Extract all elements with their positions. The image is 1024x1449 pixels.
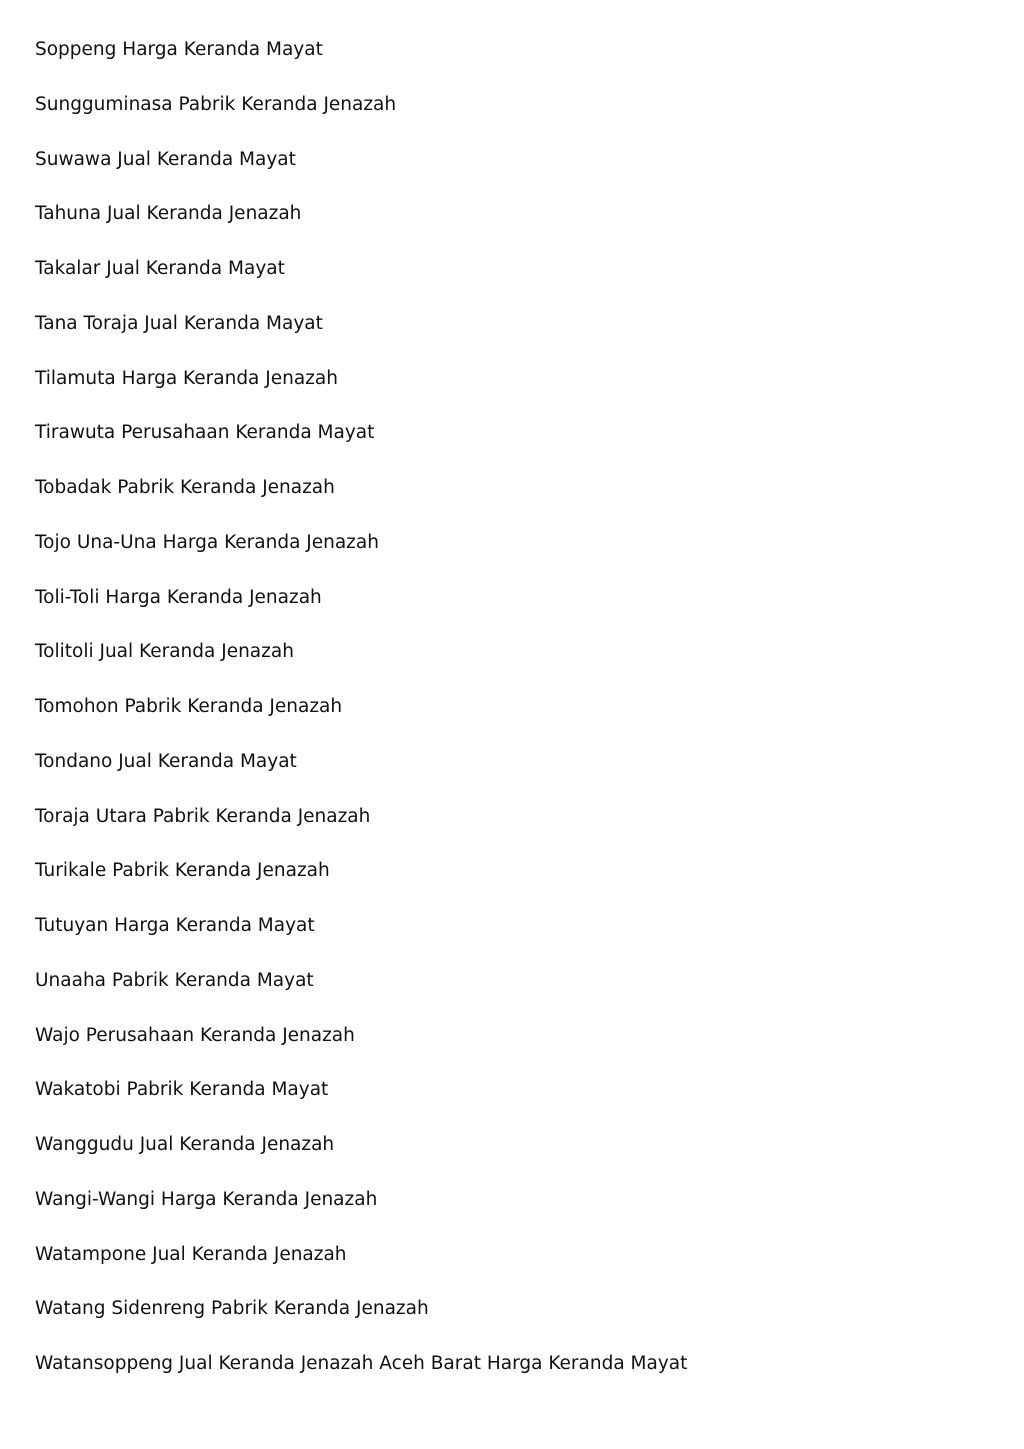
text-line: Tondano Jual Keranda Mayat: [35, 750, 297, 772]
text-line: Tolitoli Jual Keranda Jenazah: [35, 641, 294, 663]
text-line: Tirawuta Perusahaan Keranda Mayat: [35, 422, 375, 444]
text-line: Soppeng Harga Keranda Mayat: [35, 39, 323, 60]
text-line: Tutuyan Harga Keranda Mayat: [35, 915, 315, 936]
text-line: Tilamuta Harga Keranda Jenazah: [35, 367, 338, 389]
text-line: Wakatobi Pabrik Keranda Mayat: [35, 1079, 329, 1101]
text-line: Turikale Pabrik Keranda Jenazah: [35, 860, 330, 882]
text-line: Watampone Jual Keranda Jenazah: [35, 1243, 347, 1265]
text-line: Tahuna Jual Keranda Jenazah: [35, 203, 302, 225]
text-line: Tojo Una-Una Harga Keranda Jenazah: [35, 531, 379, 553]
text-line: Takalar Jual Keranda Mayat: [35, 258, 285, 279]
text-line: Wangi-Wangi Harga Keranda Jenazah: [35, 1188, 378, 1210]
text-line: Tomohon Pabrik Keranda Jenazah: [35, 696, 343, 717]
text-line-list: [35, 36, 995, 1405]
text-line: Watang Sidenreng Pabrik Keranda Jenazah: [35, 1298, 429, 1320]
text-line: Suwawa Jual Keranda Mayat: [35, 148, 296, 170]
text-line: Tobadak Pabrik Keranda Jenazah: [35, 477, 335, 498]
text-line: Unaaha Pabrik Keranda Mayat: [35, 969, 314, 991]
text-line: Watansoppeng Jual Keranda Jenazah Aceh Barat Harga Keranda Mayat: [35, 1353, 688, 1374]
text-line: Toraja Utara Pabrik Keranda Jenazah: [35, 805, 371, 827]
text-line: Sungguminasa Pabrik Keranda Jenazah: [35, 93, 397, 115]
text-line: Wajo Perusahaan Keranda Jenazah: [35, 1024, 355, 1046]
text-line: Tana Toraja Jual Keranda Mayat: [35, 312, 323, 334]
text-line: Toli-Toli Harga Keranda Jenazah: [35, 586, 322, 608]
text-line: Wanggudu Jual Keranda Jenazah: [35, 1134, 335, 1155]
